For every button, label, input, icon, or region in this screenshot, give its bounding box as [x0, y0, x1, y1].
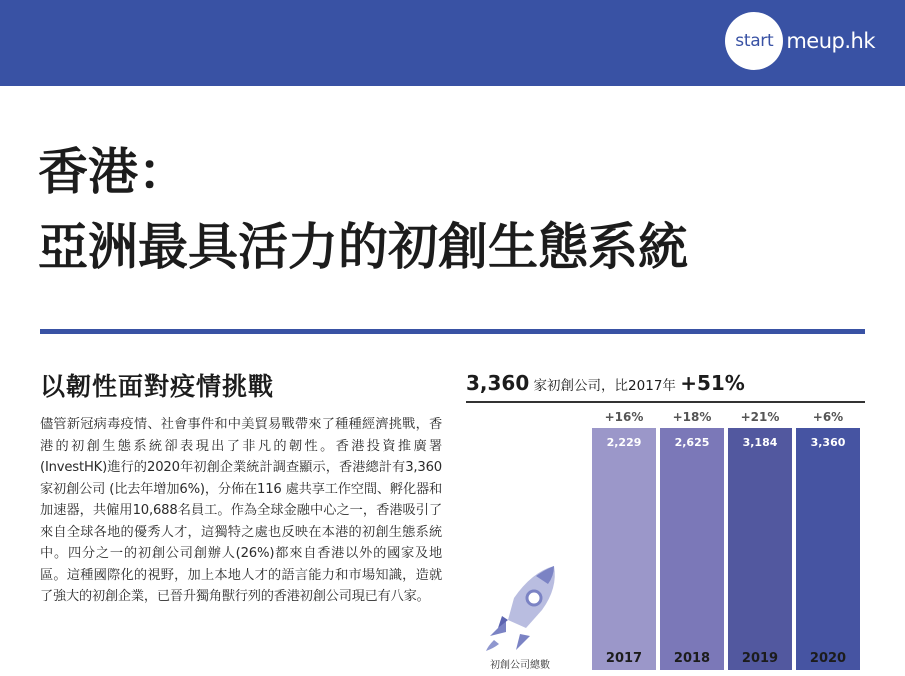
section-body-text: 儘管新冠病毒疫情、社會事件和中美貿易戰帶來了種種經濟挑戰，香港的初創生態系統卻表現出了非凡的韌性。香港投資推廣署 (InvestHK)進行的2020年初創企業統計調查顯示，香港總計有3,360家初創公司 (比去年增加6%)，分佈在116 處共享工作空間、孵化器和加速器，共僱用10,688名員工。作為全球金融中心之一，香港吸引了來自全球各地的優秀人才，這獨特之處也反映在本港的初創生態系統中。四分之一的初創公司創辦人(26%)都來自香港以外的國家及地區。這種國際化的視野，加上本地人才的語言能力和市場知識，造就了強大的初創企業，已晉升獨角獸行列的香港初創公司現已有八家。	[40, 417, 442, 604]
bar-2017	[592, 428, 656, 670]
bar-value-label: 2,229	[606, 436, 642, 449]
bar-value-label: 3,360	[810, 436, 846, 449]
bar-value-label: 2,625	[674, 436, 710, 449]
stat-growth: +51%	[680, 371, 745, 395]
bar-value-label: 3,184	[742, 436, 778, 449]
bar-growth-label: +18%	[672, 410, 712, 424]
bar-2020	[796, 428, 860, 670]
category-label: 2019	[741, 651, 779, 666]
rocket-icon	[484, 562, 564, 652]
stat-text: 家初創公司，比2017年	[529, 378, 681, 394]
bar-2019	[728, 428, 792, 670]
bar-growth-label: +6%	[812, 410, 844, 424]
section-heading: 以韌性面對疫情挑戰	[40, 372, 275, 401]
category-label: 2018	[673, 651, 711, 666]
stat-count: 3,360	[466, 371, 530, 395]
category-label: 2020	[809, 651, 847, 666]
logo-circle-text: start	[735, 31, 774, 51]
bar-growth-label: +16%	[604, 410, 644, 424]
category-label: 2017	[605, 651, 643, 666]
title-line-2: 亞洲最具活力的初創生態系統	[38, 218, 688, 276]
logo-text: meup.hk	[786, 29, 875, 53]
bar-2018	[660, 428, 724, 670]
bar-growth-label: +21%	[740, 410, 780, 424]
chart-caption: 初創公司總數	[490, 660, 550, 671]
title-line-1: 香港：	[38, 143, 188, 201]
